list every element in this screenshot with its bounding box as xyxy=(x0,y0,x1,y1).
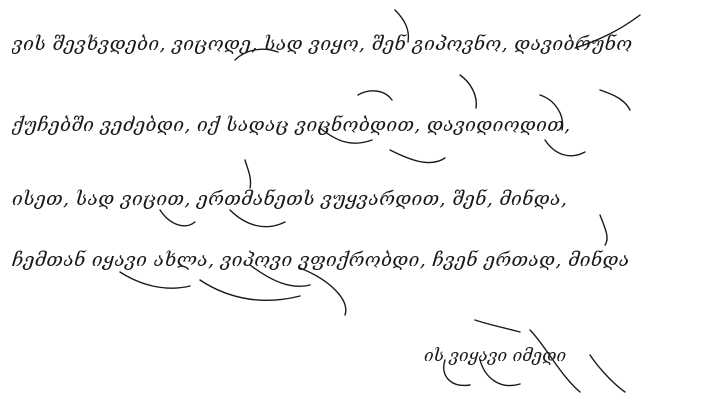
manuscript-line-2: ქუჩებში ვეძებდი, იქ სადაც ვიცნობდით, დავიდიოდით, xyxy=(12,114,571,136)
handwritten-signature: ის ვიყავი იმედი xyxy=(424,346,567,366)
manuscript-line-1: ვის შევხვდები, ვიცოდე, სად ვიყო, შენ გიპოვნო, დავიბრუნო xyxy=(12,33,633,55)
flourish-stroke xyxy=(475,320,520,332)
manuscript-line-4: ჩემთან იყავი ახლა, ვიპოვი ვფიქრობდი, ჩვენ ერთად, მინდა xyxy=(12,249,630,271)
flourish-stroke xyxy=(600,215,607,245)
flourish-stroke xyxy=(600,90,630,110)
flourish-stroke xyxy=(460,75,476,108)
flourish-stroke xyxy=(390,150,445,163)
manuscript-line-3: ისეთ, სად ვიცით, ერთმანეთს ვუყვარდით, შენ, მინდა, xyxy=(12,188,568,210)
flourish-stroke xyxy=(545,140,585,156)
flourish-stroke xyxy=(358,91,392,100)
flourish-stroke xyxy=(200,280,300,300)
